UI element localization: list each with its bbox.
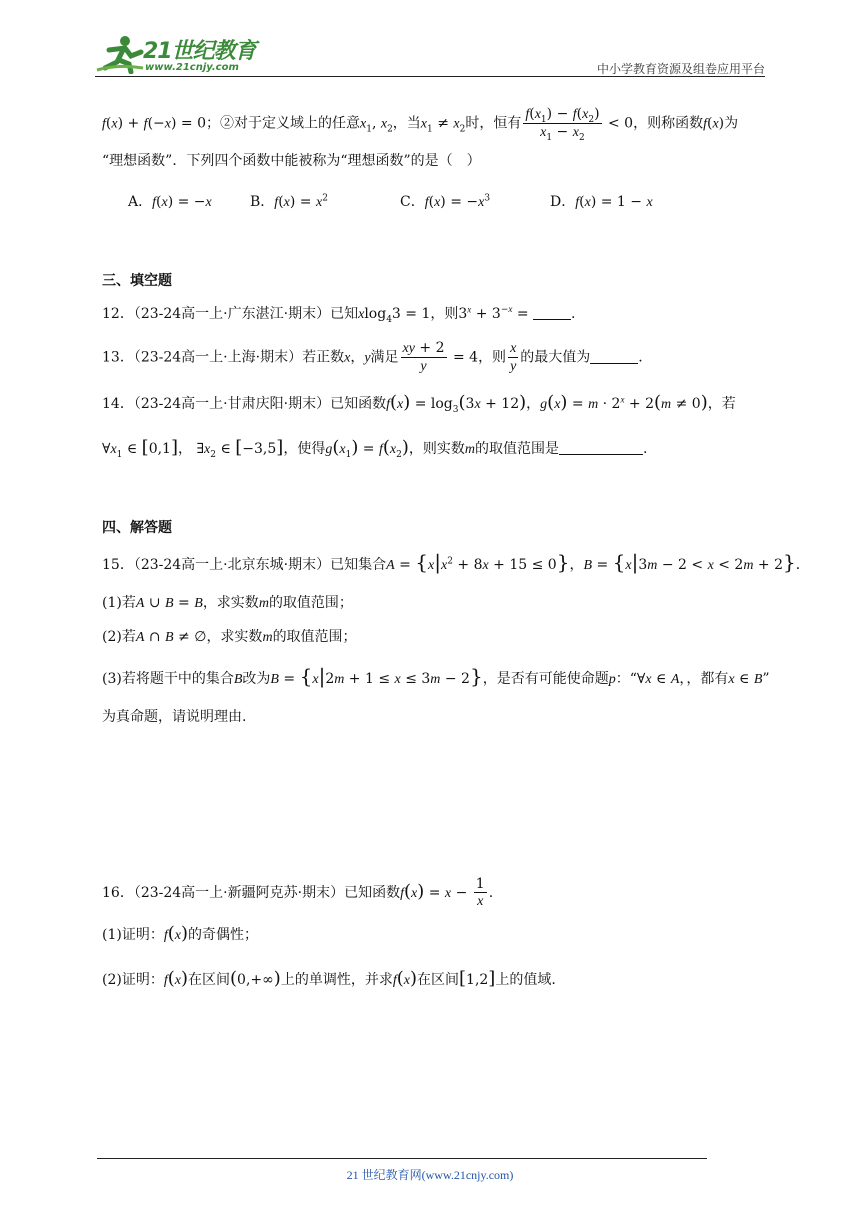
q11-option-c[interactable]: C．$f(x) = -x^3$: [400, 193, 491, 210]
q16-part-2: (2)证明：f(x)在区间(0,+∞)上的单调性，并求f(x)在区间[1,2]上的值域.: [102, 968, 556, 989]
question-12: 12．（23-24高一上·广东湛江·期末）已知xlog$_4$3 = 1，则$3^x + 3^{-x}$ = .: [102, 304, 576, 325]
q11-option-b[interactable]: B．$f(x) = x^2$: [250, 193, 328, 210]
q15-part-2: (2)若A ∩ B ≠ ∅，求实数m的取值范围；: [102, 629, 357, 645]
q15-part-3-line2: 为真命题，请说明理由.: [102, 709, 247, 725]
question-16: 16．（23-24高一上·新疆阿克苏·期末）已知函数f(x) = x − $\frac{1}{x}$ .: [102, 876, 494, 909]
header-rule: [95, 76, 765, 77]
footer-rule: [97, 1158, 707, 1159]
q11-math-odd: f: [102, 116, 106, 132]
question-15: 15．（23-24高一上·北京东城·期末）已知集合$A = \{x|x^2 + 8x + 15 \le 0\}$，B = {x|3m − 2 < x < 2m + 2}．: [102, 550, 810, 574]
question-13: 13．（23-24高一上·上海·期末）若正数x，y满足 $\frac{xy + 2}{y}$ = 4，则 $\frac{x}{y}$ 的最大值为 .: [102, 340, 643, 374]
logo-url: www.21cnjy.com: [145, 62, 239, 73]
footer-link[interactable]: 21 世纪教育网(www.21cnjy.com): [346, 1168, 514, 1182]
logo-text: 21世纪教育: [143, 39, 256, 64]
answer-blank[interactable]: [590, 362, 638, 364]
answer-blank[interactable]: [533, 318, 571, 320]
q11-line1: f(x) + f(−x) = 0；②对于定义域上的任意$x_1$, $x_2$，当$x_1 \ne x_2$时，恒有 $\frac{f(x_1) - f(x_2)}{x_1 - x_2}$ < 0，则称函数f(x)为: [102, 106, 739, 143]
q15-part-1: (1)若A ∪ B = B，求实数m的取值范围；: [102, 595, 353, 611]
q11-line2: “理想函数”．下列四个函数中能被称为“理想函数”的是（ ）: [102, 153, 481, 169]
section-title-fill-in: 三、填空题: [102, 273, 172, 289]
q15-part-3: (3)若将题干中的集合B改为B = {x|2m + 1 ≤ x ≤ 3m − 2}，是否有可能使命题p：“∀x ∈ A，，都有x ∈ B”: [102, 664, 770, 688]
logo-runner-icon: [95, 34, 145, 74]
q11-option-d[interactable]: D．f(x) = 1 − x: [550, 194, 653, 210]
answer-blank[interactable]: [559, 453, 643, 455]
section-title-answer: 四、解答题: [102, 520, 172, 536]
question-14-line1: 14．（23-24高一上·甘肃庆阳·期末）已知函数$f(x) = \log_3(3x + 12)$，$g(x) = m \cdot 2^x + 2(m \ne 0)$，若: [102, 392, 736, 415]
q11-option-a[interactable]: A．f(x) = −x: [128, 194, 212, 210]
q11-fraction: $\frac{f(x_1) - f(x_2)}{x_1 - x_2}$: [525, 106, 600, 143]
question-14-line2: $\forall x_1$ ∈ [0,1]， $\exists x_2$ ∈ [−3,5]，使得$g(x_1) = f(x_2)$，则实数m的取值范围是 .: [102, 437, 648, 460]
site-name: 中小学教育资源及组卷应用平台: [596, 62, 765, 76]
header: [95, 30, 765, 78]
q16-part-1: (1)证明：f(x)的奇偶性；: [102, 923, 259, 944]
